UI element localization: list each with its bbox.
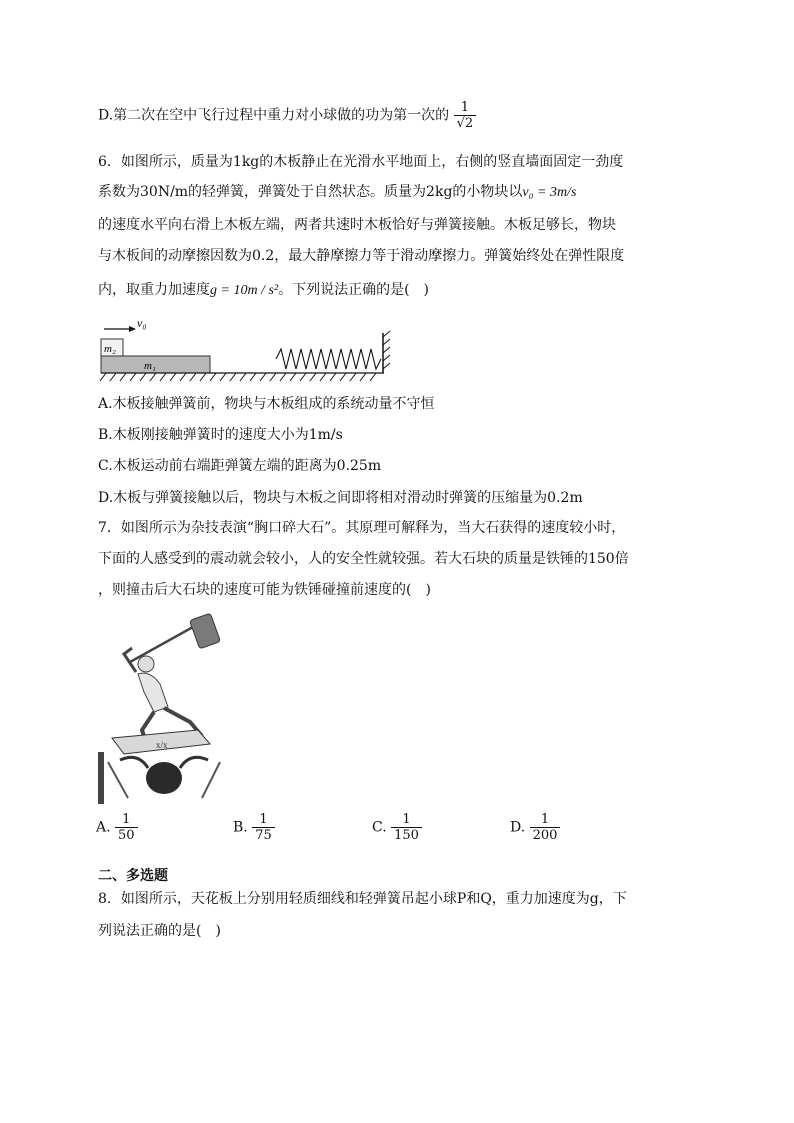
q6-gravity: g = 10m / s² <box>210 283 279 298</box>
q5-option-d <box>98 100 476 131</box>
fraction-denominator: √2 <box>454 115 477 131</box>
spring-icon <box>276 349 381 369</box>
performer-head <box>138 656 154 672</box>
wall-hatching <box>383 331 390 369</box>
q6-line-5-text: 内，取重力加速度 <box>98 282 210 298</box>
fraction-denominator: 50 <box>115 827 138 843</box>
lying-person-head <box>146 762 182 794</box>
fraction-numerator: 1 <box>122 812 131 827</box>
q7-option-a <box>96 812 138 843</box>
q7-option-c <box>372 812 422 843</box>
q6-block-spring-figure <box>96 315 396 385</box>
q6-line-5-end: 。下列说法正确的是( ) <box>278 282 430 298</box>
q6-line-1: 6．如图所示，质量为1kg的木板静止在光滑水平地面上，右侧的竖直墙面固定一劲度 <box>98 154 624 170</box>
m2-label: m₂ <box>104 343 116 355</box>
q6-line-3: 的速度水平向右滑上木板左端，两者共速时木板恰好与弹簧接触。木板足够长，物块 <box>98 217 616 233</box>
q6-line-5 <box>98 280 429 301</box>
section-heading-multiple-choice: 二、多选题 <box>98 868 168 884</box>
fraction-denominator: 75 <box>252 827 275 843</box>
fraction-numerator: 1 <box>402 812 411 827</box>
fraction-denominator: 200 <box>530 827 561 843</box>
q6-line-2 <box>98 182 576 203</box>
q7-line-2: 下面的人感受到的震动就会较小，人的安全性就较强。若大石块的质量是铁锤的150倍 <box>98 551 629 567</box>
fraction-numerator: 1 <box>259 812 268 827</box>
q6-line-2-text: 系数为30N/m的轻弹簧，弹簧处于自然状态。质量为2kg的小物块以 <box>98 184 523 200</box>
option-label: D. <box>510 819 526 836</box>
m1-label: m₁ <box>144 360 156 372</box>
q6-option-c: C.木板运动前右端距弹簧左端的距离为0.25m <box>98 458 382 474</box>
q6-line-4: 与木板间的动摩擦因数为0.2，最大静摩擦力等于滑动摩擦力。弹簧始终处在弹性限度 <box>98 248 625 264</box>
q8-line-2: 列说法正确的是( ) <box>98 923 221 939</box>
q6-option-d: D.木板与弹簧接触以后，物块与木板之间即将相对滑动时弹簧的压缩量为0.2m <box>98 490 583 506</box>
ground-hatching <box>100 373 376 381</box>
option-label: A. <box>96 819 111 836</box>
shadow-edge <box>98 752 104 804</box>
arrow-head-icon <box>129 326 136 332</box>
slab-mark: x/x <box>156 740 168 750</box>
q6-initial-velocity: v₀ = 3m/s <box>522 185 577 200</box>
chest-rock-performance-illustration <box>98 612 238 804</box>
q7-line-1: 7．如图所示为杂技表演“胸口碎大石”。其原理可解释为，当大石获得的速度较小时， <box>98 520 626 536</box>
option-label: B. <box>233 819 248 836</box>
fraction-numerator: 1 <box>540 812 550 827</box>
q5-option-d-text: D.第二次在空中飞行过程中重力对小球做的功为第一次的 <box>98 107 450 124</box>
q7-option-b <box>233 812 275 843</box>
q7-line-3: ，则撞击后大石块的速度可能为铁锤碰撞前速度的( ) <box>98 582 431 598</box>
fraction-numerator: 1 <box>460 100 470 115</box>
option-label: C. <box>372 819 387 836</box>
q5-option-d-fraction <box>454 100 477 131</box>
q7-option-d <box>510 812 560 843</box>
fraction-denominator: 150 <box>391 827 422 843</box>
q6-option-b: B.木板刚接触弹簧时的速度大小为1m/s <box>98 427 343 443</box>
q8-line-1: 8．如图所示，天花板上分别用轻质细线和轻弹簧吊起小球P和Q，重力加速度为g，下 <box>98 891 627 907</box>
v0-label: v₀ <box>137 316 147 330</box>
q6-option-a: A.木板接触弹簧前，物块与木板组成的系统动量不守恒 <box>98 396 435 412</box>
